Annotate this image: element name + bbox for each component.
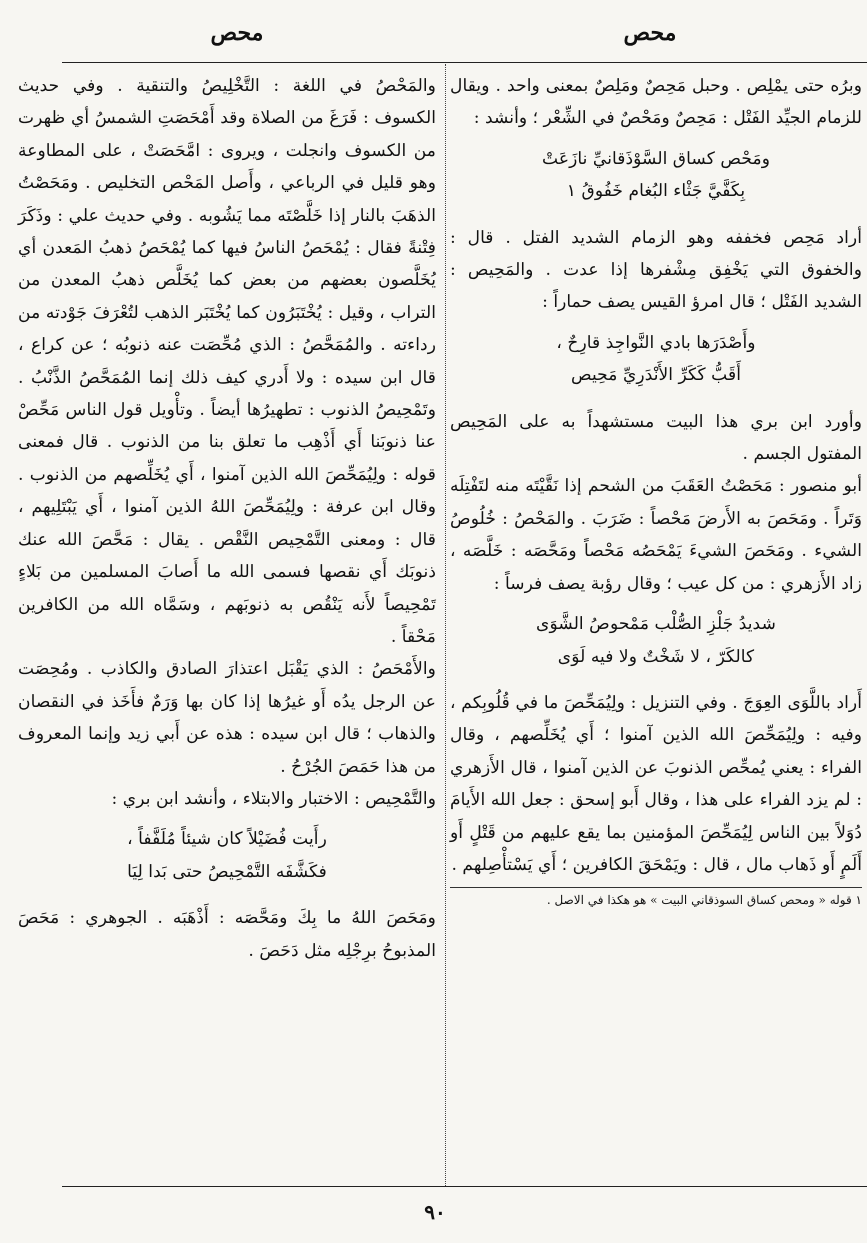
page-number: ٩٠ <box>424 1200 446 1224</box>
paragraph: والمَحْصُ في اللغة : التَّخْلِيصُ والتنقية . وفي حديث الكسوف : فَرَغَ من الصلاة وقد أَمْحَصَتِ الشمسُ أي ظهرت من الكسوف وانجلت ، ويروى : امَّحَصَتْ ، على المطاوعة وهو قليل في الرباعي ، وأَصل المَحْص التخليص . ومَحَصْتُ الذهَبَ بالنار إذا خَلَّصْتَه مما يَشُوبه . وفي حديث علي : وذَكَرَ فِتْنةً فقال : يُمْحَصُ الناسُ فيها كما يُمْحَصُ ذهبُ المَعدن أي يُخَلَّصون بعضهم من بعض كما يُخَلَّص ذهبُ المعدن من التراب ، وقيل : يُخْتَبَرُون كما يُخْتَبَر الذهب لتُعْرَفَ جَوْدته من رداءته . والمُمَحَّصُ : الذي مُحِّصَت عنه ذنوبُه ؛ عن كراع ، قال ابن سيده : ولا أَدري كيف ذلك إنما المُمَحَّصُ الذَّنْبُ . وتَمْحِيصُ الذنوب : تطهيرُها أيضاً . وتأْويل قول الناس مَحِّصْ عنا ذنوبَنا أَي أَذْهِب ما تعلق بنا من الذنوب . قال فمعنى قوله : ولِيُمَحِّصَ الله الذين آمنوا ، أَي يُخَلِّصهم من الذنوب . وقال ابن عرفة : ولِيُمَحِّصَ اللهُ الذين آمنوا ، أَي يَبْتَلِيهم ، قال : ومعنى التَّمْحِيص النَّقْص . يقال : مَحَّصَ الله عنك ذنوبَك أَي نقصها فسمى الله ما أَصابَ المسلمين من بَلاءٍ تَمْحِيصاً لأَنه يَنْقُص به ذنوبَهم ، وسَمَّاه الله من الكافرين مَحْقاً . <box>18 76 436 647</box>
footnote-rule <box>450 887 862 888</box>
verse-line: شديدُ جَلْزِ الصُّلْب مَمْحوصُ الشَّوَى <box>536 614 776 635</box>
right-column <box>450 70 862 910</box>
paragraph: أَراد باللَّوَى العِوَجَ . وفي التنزيل : ولِيُمَحِّصَ ما في قُلُوبِكم ، وفيه : ولِيُمَحِّصَ الله الذين آمنوا ؛ أَي يُخَلِّصهم ، وقال الفراء : يعني يُمحِّص الذنوبَ عن الذين آمنوا ، قال الأَزهري : لم يزد الفراء على هذا ، وقال أَبو إسحق : جعل الله الأَيامَ دُوَلاً بين الناس لِيُمَحِّصَ المؤمنين بما يقع عليهم من قَتْلٍ أَو أَلَمٍ أَو ذَهاب مال ، قال : ويَمْحَقَ الكافرين ؛ أَي يَسْتأْصِلهم . <box>450 692 862 875</box>
verse-line: بِكَفَّيَّ جَثْاء البُغام خَفُوقُ ١ <box>566 181 746 202</box>
paragraph: ومَحَصَ اللهُ ما بِكَ ومَحَّصَه : أَذْهَبَه . الجوهري : مَحَصَ المذبوحُ برِجْلِه مثل دَحَصَ . <box>18 908 436 961</box>
paragraph: أبو منصور : مَحَصْتُ العَقَبَ من الشحم إذا نَقَّيْتَه منه لتَفْتِلَه وَتَراً . ومَحَصَ به الأَرضَ مَحْصاً : ضَرَبَ . والمَحْصُ : خُلُوصُ الشيء . ومَحَصَ الشيءَ يَمْحَصُه مَحْصاً ومَحَّصَه : خَلَّصَه ، زاد الأَزهري : من كل عيب ؛ وقال رؤبة يصف فرساً : <box>450 476 862 594</box>
verse-line: وأَصْدَرَها بادي النَّواجِذ قارِحٌ ، <box>556 332 756 353</box>
running-head-right: محص <box>623 20 677 46</box>
verse-line: فكَشَّفَه التَّمْحِيصُ حتى بَدا لِيَا <box>127 861 327 882</box>
verse-line: ومَحْص كساق السَّوْذَقانيِّ نازَعَتْ <box>541 148 771 169</box>
footnote: ١ قوله « ومحص كساق السوذقاني البيت » هو هكذا في الاصل . <box>546 893 862 908</box>
verse <box>450 327 862 392</box>
verse-line: أَقَبُّ كَكَرِّ الأَنْدَرِيِّ مَحِيص <box>570 365 742 386</box>
paragraph: وأورد ابن بري هذا البيت مستشهداً به على المَحِيص المفتول الجسم . <box>450 411 862 465</box>
verse-line: رأَيت فُضَيْلاً كان شيئاً مُلَفَّفاً ، <box>127 829 327 850</box>
footer-rule <box>62 1186 867 1187</box>
paragraph: والتَّمْحِيص : الاختبار والابتلاء ، وأنشد ابن بري : <box>111 788 436 809</box>
verse <box>450 143 862 208</box>
paragraph: وبرُه حتى يمْلِص . وحبل مَحِصٌ ومَلِصٌ بمعنى واحد . ويقال للزمام الجيِّد الفَتْل : مَحِصٌ ومَحْصٌ في الشِّعْر ؛ وأنشد : <box>450 76 862 129</box>
header-rule <box>62 62 867 63</box>
page-header <box>0 0 867 62</box>
verse <box>450 608 862 673</box>
left-column <box>18 70 436 967</box>
verse <box>18 823 436 888</box>
verse-line: كالكَرّ ، لا شَخْتٌ ولا فيه لَوَى <box>557 646 755 667</box>
running-head-left: محص <box>210 20 264 46</box>
paragraph: أراد مَحِص فخففه وهو الزمام الشديد الفتل . قال : والخفوق التي يَخْفِق مِشْفرها إذا عدت . والمَحِيص : الشديد الفَتْل ؛ قال امرؤ القيس يصف حماراً : <box>450 227 862 313</box>
paragraph: والأَمْحَصُ : الذي يَقْبَل اعتذارَ الصادق والكاذب . ومُحِصَت عن الرجل يدُه أَو غيرُها إذا كان بها وَرَمٌ فأَخَذ في النقصان والذهاب ؛ قال ابن سيده : هذه عن أَبي زيد وإنما المعروف من هذا حَمَصَ الجُرْحُ . <box>18 659 436 777</box>
column-divider <box>445 64 446 1186</box>
